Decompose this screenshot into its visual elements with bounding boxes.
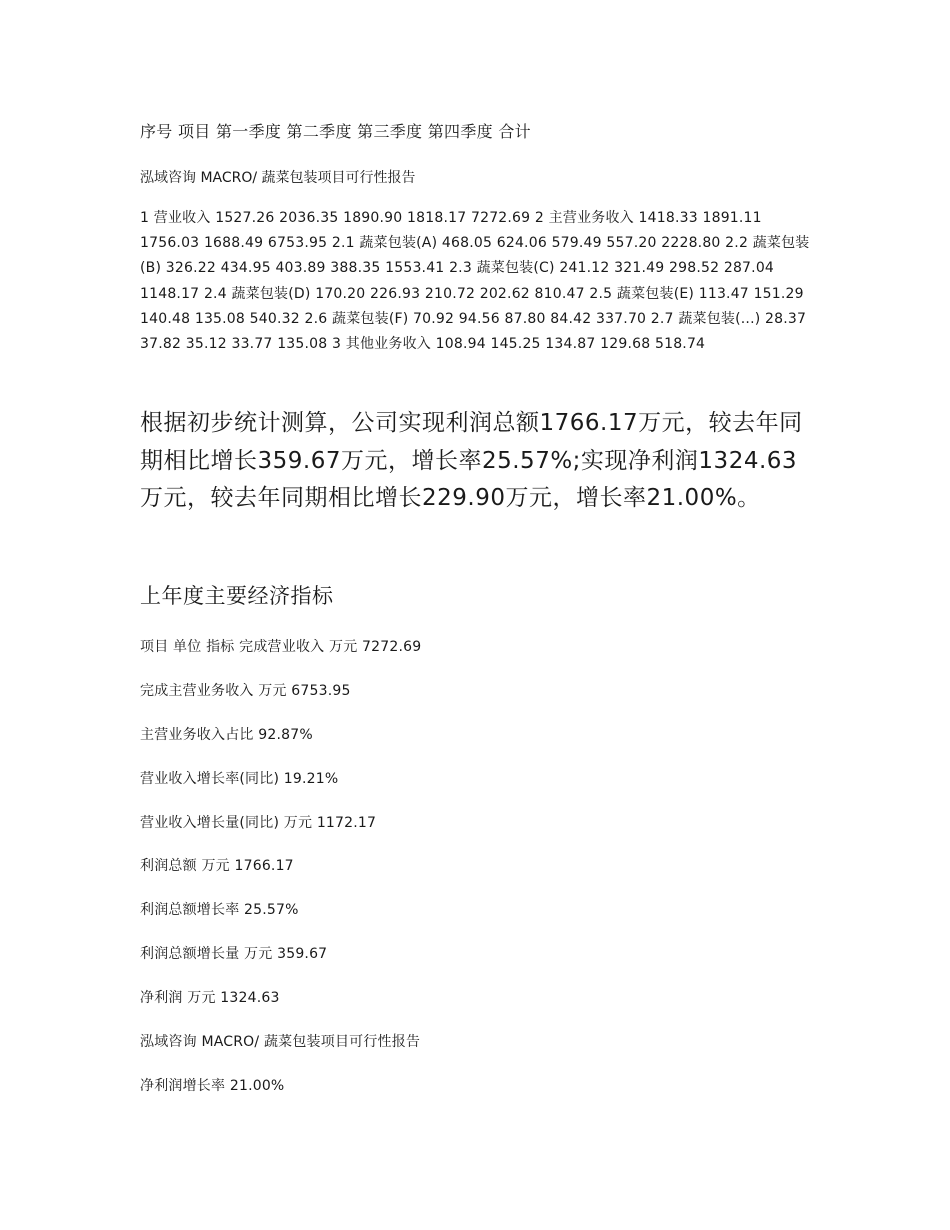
table-body-text: 1 营业收入 1527.26 2036.35 1890.90 1818.17 7272.69 2 主营业务收入 1418.33 1891.11 1756.03 1688.49 6753.95 2.1 蔬菜包装(A) 468.05 624.06 579.49 557.20 2228.80 2.2 蔬菜包装(B) 326.22 434.95 403.89 388.35 1553.41 2.3 蔬菜包装(C) 241.12 321.49 298.52 287.04 1148.17 2.4 蔬菜包装(D) 170.20 226.93 210.72 202.62 810.47 2.5 蔬菜包装(E) 113.47 151.29 140.48 135.08 540.32 2.6 蔬菜包装(F) 70.92 94.56 87.80 84.42 337.70 2.7 蔬菜包装(...) 28.37 37.82 35.12 33.77 135.08 3 其他业务收入 108.94 145.25 134.87 129.68 518.74 xyxy=(140,210,810,353)
indicator-line: 利润总额增长率 25.57% xyxy=(140,902,299,918)
indicator-line: 营业收入增长量(同比) 万元 1172.17 xyxy=(140,815,377,831)
indicator-line: 主营业务收入占比 92.87% xyxy=(140,727,313,743)
indicator-line: 净利润增长率 21.00% xyxy=(140,1078,285,1094)
indicator-line: 利润总额 万元 1766.17 xyxy=(140,858,294,874)
table-header-row: 序号 项目 第一季度 第二季度 第三季度 第四季度 合计 xyxy=(140,122,531,141)
indicator-line: 利润总额增长量 万元 359.67 xyxy=(140,946,328,962)
running-header: 泓域咨询 MACRO/ 蔬菜包装项目可行性报告 xyxy=(140,170,416,186)
summary-paragraph: 根据初步统计测算，公司实现利润总额1766.17万元，较去年同期相比增长359.67万元，增长率25.57%;实现净利润1324.63万元，较去年同期相比增长229.90万元，增长率21.00%。 xyxy=(140,410,803,511)
indicator-line: 项目 单位 指标 完成营业收入 万元 7272.69 xyxy=(140,639,422,655)
section-title: 上年度主要经济指标 xyxy=(140,584,334,608)
indicator-line: 完成主营业务收入 万元 6753.95 xyxy=(140,683,351,699)
indicator-line: 净利润 万元 1324.63 xyxy=(140,990,280,1006)
indicator-line: 营业收入增长率(同比) 19.21% xyxy=(140,771,339,787)
running-header: 泓域咨询 MACRO/ 蔬菜包装项目可行性报告 xyxy=(140,1034,421,1050)
